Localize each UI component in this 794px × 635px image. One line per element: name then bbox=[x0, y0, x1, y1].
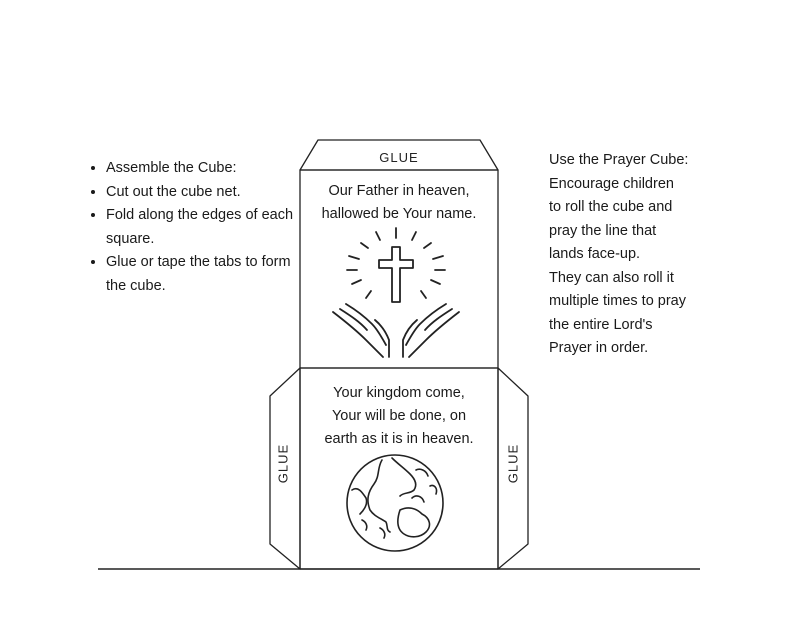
usage-line: They can also roll it bbox=[549, 269, 674, 286]
praying-hands-icon bbox=[333, 304, 459, 357]
instruction-item: • Fold along the edges of each square. bbox=[106, 204, 296, 251]
face-1-prayer-text bbox=[300, 180, 498, 226]
instruction-item: • Assemble the Cube: bbox=[106, 157, 296, 181]
instruction-item: • Cut out the cube net. bbox=[106, 181, 296, 205]
glue-label-top: GLUE bbox=[379, 150, 419, 165]
assembly-instructions bbox=[88, 157, 296, 298]
usage-line: pray the line that bbox=[549, 222, 657, 239]
usage-line: to roll the cube and bbox=[549, 199, 673, 215]
usage-line: Encourage children bbox=[549, 175, 674, 192]
glue-label-left: GLUE bbox=[275, 443, 291, 484]
usage-line: the entire Lord's bbox=[549, 316, 653, 333]
light-rays-icon bbox=[347, 228, 445, 298]
cross-icon bbox=[379, 247, 413, 302]
usage-instructions bbox=[549, 149, 724, 361]
usage-line: Prayer in order. bbox=[549, 340, 649, 356]
instruction-item: • Glue or tape the tabs to form the cube. bbox=[106, 251, 296, 298]
glue-label-right: GLUE bbox=[505, 443, 521, 484]
face-2-prayer-text bbox=[300, 382, 498, 451]
prayer-line: hallowed be Your name. bbox=[321, 206, 477, 222]
prayer-line: earth as it is in heaven. bbox=[324, 431, 474, 447]
usage-line: lands face-up. bbox=[549, 246, 641, 262]
prayer-line: Your kingdom come, bbox=[333, 385, 465, 401]
usage-line: Use the Prayer Cube: bbox=[549, 152, 689, 168]
usage-line: multiple times to pray bbox=[549, 293, 686, 309]
prayer-line: Your will be done, on bbox=[331, 408, 467, 424]
cross-with-praying-hands-icon bbox=[333, 228, 459, 357]
prayer-line: Our Father in heaven, bbox=[328, 183, 470, 199]
globe-icon bbox=[347, 455, 443, 551]
